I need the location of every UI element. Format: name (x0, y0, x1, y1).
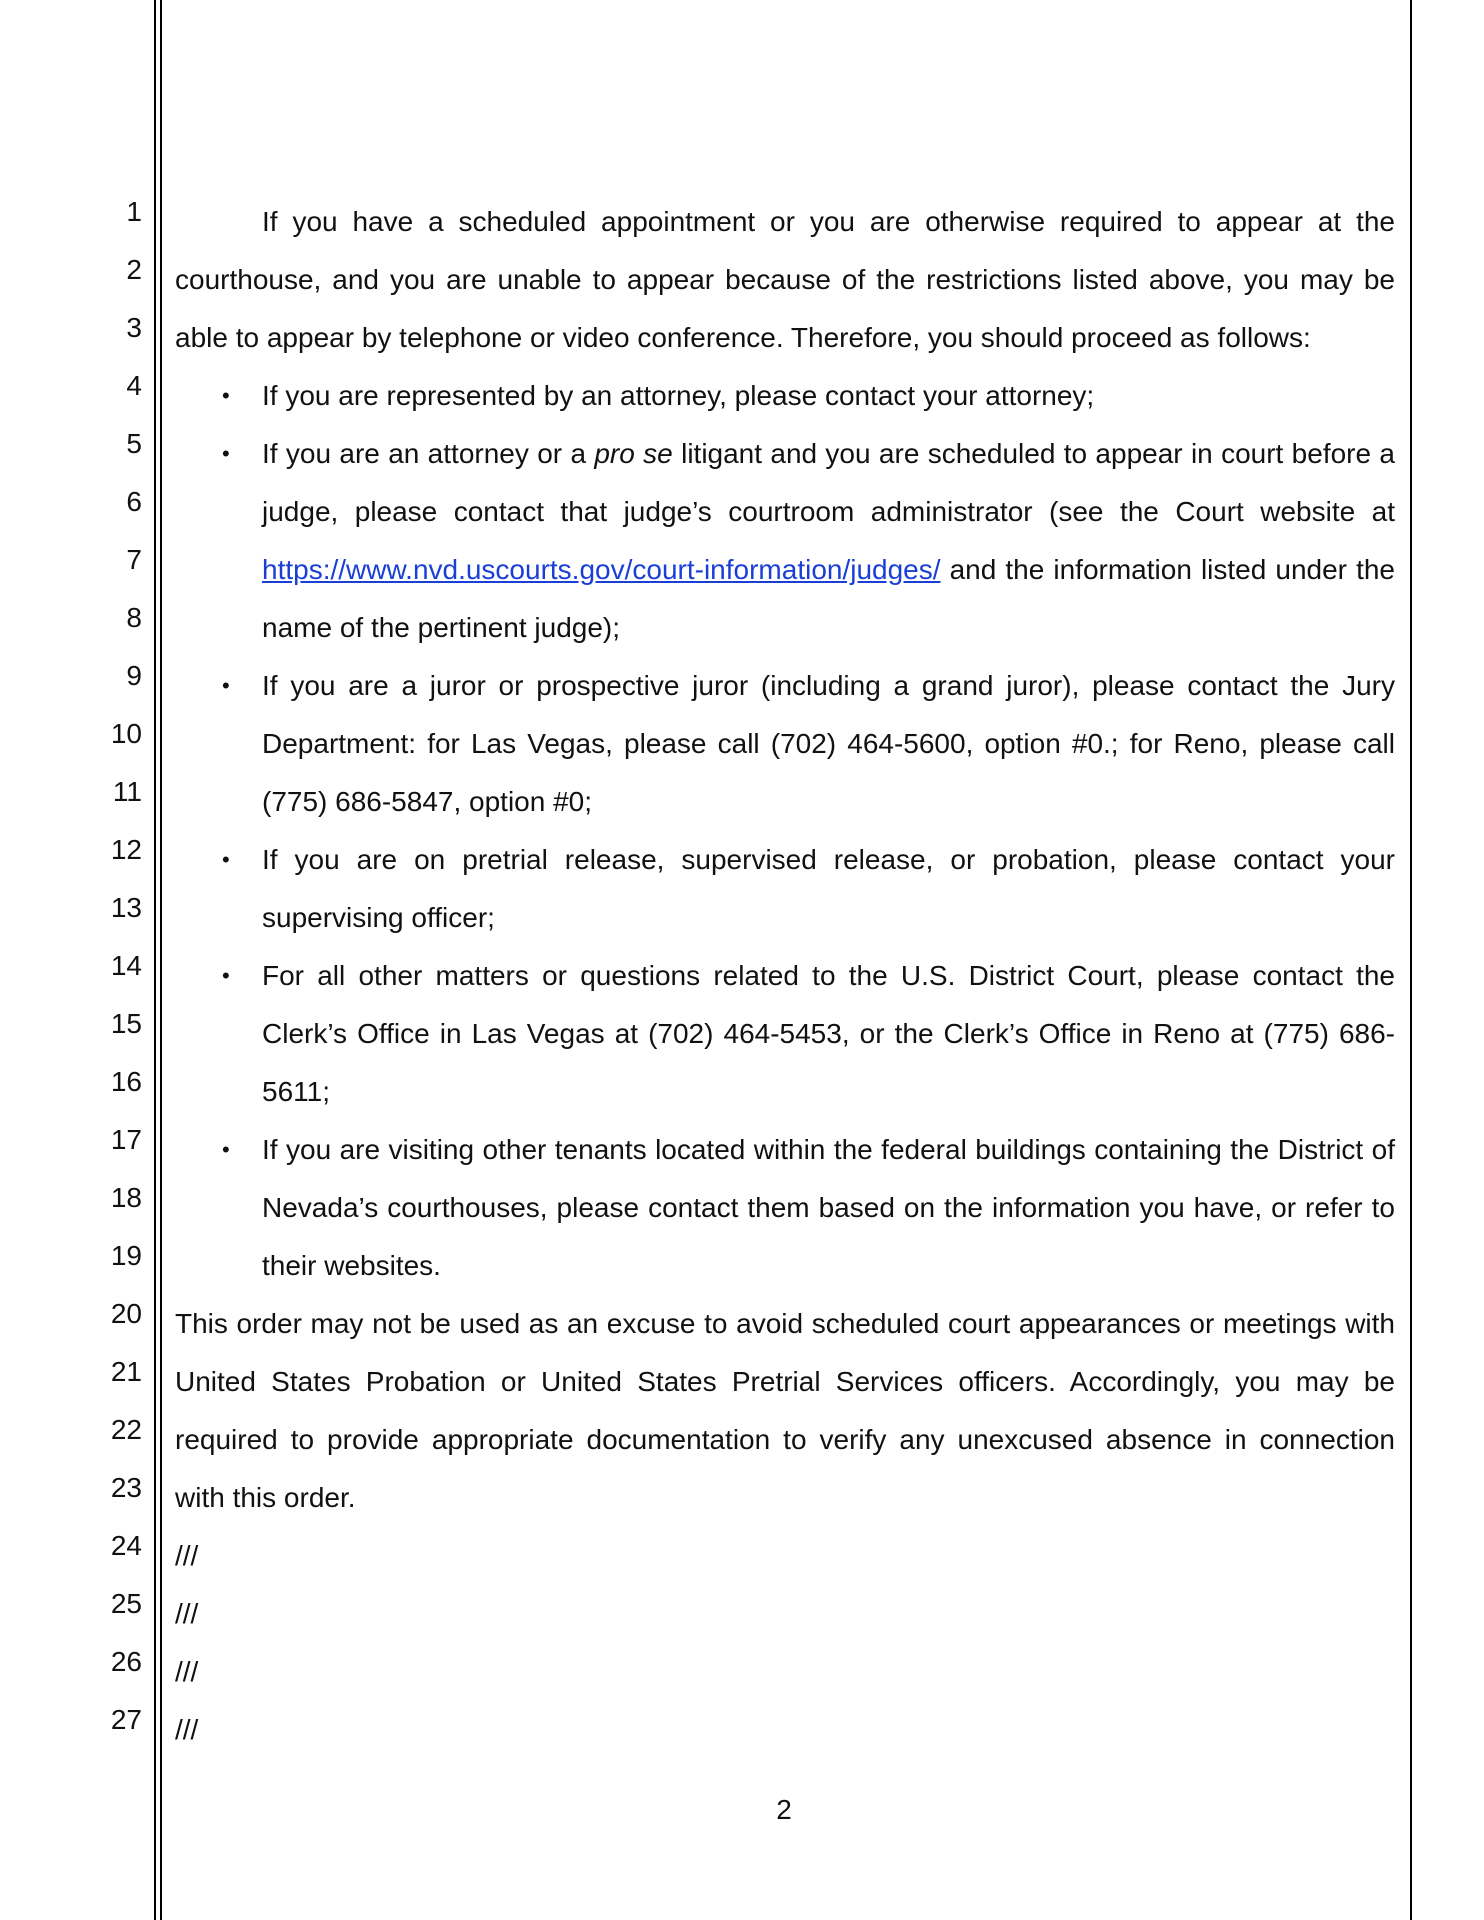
bullet-icon: • (222, 963, 230, 988)
line-number: 22 (110, 1414, 142, 1445)
line-number: 8 (126, 602, 142, 633)
line-number: 18 (110, 1182, 142, 1213)
line-number: 25 (110, 1588, 142, 1619)
list-item (175, 1121, 1395, 1295)
intro-paragraph: If you have a scheduled appointment or you are otherwise required to appear at the courthouse, and you are unable to appear because of the restrictions listed above, you may be able to appear by telephone or video conference. Therefore, you should proceed as follows: (175, 206, 1395, 353)
list-item-text: If you are a juror or prospective juror (including a grand juror), please contact the Jury Department: for Las Vegas, please call (702) 464-5600, option #0.; for Reno, please call (775) 686-5847, option #0; (262, 670, 1395, 817)
bullet-icon: • (222, 441, 230, 466)
bullet-icon: • (222, 1137, 230, 1162)
line-number: 11 (112, 776, 142, 807)
left-margin-rule-outer (154, 0, 156, 1920)
list-item-text: For all other matters or questions related to the U.S. District Court, please contact the Clerk’s Office in Las Vegas at (702) 464-5453, or the Clerk’s Office in Reno at (775) 686-5611; (262, 960, 1395, 1107)
line-number: 26 (110, 1646, 142, 1677)
instruction-list (175, 367, 1395, 1295)
list-item (175, 367, 1395, 425)
list-item-text: and the information listed under the name of the pertinent judge); (262, 554, 1395, 643)
page-number: 2 (776, 1794, 792, 1825)
line-number: 17 (110, 1124, 142, 1155)
continuation-mark: /// (175, 1598, 199, 1629)
line-number: 10 (110, 718, 142, 749)
right-margin-rule (1410, 0, 1412, 1920)
list-item-text: If you are on pretrial release, supervised release, or probation, please contact your supervising officer; (262, 844, 1395, 933)
line-number: 7 (126, 544, 142, 575)
line-number: 2 (126, 254, 142, 285)
list-item (175, 425, 1395, 657)
line-number: 21 (110, 1356, 142, 1387)
line-number: 1 (126, 196, 142, 227)
closing-paragraph: This order may not be used as an excuse to avoid scheduled court appearances or meetings with United States Probation or United States Pretrial Services officers. Accordingly, you may be required to provide appropriate documentation to verify any unexcused absence in connection with this order. (175, 1308, 1395, 1513)
line-number: 24 (110, 1530, 142, 1561)
line-number: 13 (110, 892, 142, 923)
list-item-text: If you are represented by an attorney, please contact your attorney; (262, 380, 1095, 411)
bullet-icon: • (222, 383, 230, 408)
judges-page-link[interactable]: https://www.nvd.uscourts.gov/court-information/judges/ (262, 554, 941, 585)
list-item (175, 947, 1395, 1121)
continuation-mark: /// (175, 1540, 199, 1571)
list-item-text: litigant and you are scheduled to appear in court before a judge, please contact that judge’s courtroom administrator (see the Court website at (262, 438, 1395, 527)
continuation-mark: /// (175, 1714, 199, 1745)
line-number: 9 (126, 660, 142, 691)
left-margin-rule-inner (160, 0, 162, 1920)
line-number: 16 (110, 1066, 142, 1097)
list-item-text: If you are visiting other tenants located within the federal buildings containing the District of Nevada’s courthouses, please contact them based on the information you have, or refer to their websites. (262, 1134, 1395, 1281)
list-item (175, 831, 1395, 947)
line-number: 6 (126, 486, 142, 517)
line-number: 4 (126, 370, 142, 401)
line-number: 5 (126, 428, 142, 459)
line-number: 20 (110, 1298, 142, 1329)
continuation-mark: /// (175, 1656, 199, 1687)
bullet-icon: • (222, 847, 230, 872)
list-item-italic-text: pro se (594, 438, 673, 469)
line-number: 3 (126, 312, 142, 343)
line-number: 12 (110, 834, 142, 865)
document-body (175, 193, 1395, 1759)
line-number: 15 (110, 1008, 142, 1039)
line-number: 19 (110, 1240, 142, 1271)
line-number: 23 (110, 1472, 142, 1503)
line-number: 14 (110, 950, 142, 981)
line-number: 27 (110, 1704, 142, 1735)
list-item (175, 657, 1395, 831)
bullet-icon: • (222, 673, 230, 698)
list-item-text: If you are an attorney or a (262, 438, 595, 469)
